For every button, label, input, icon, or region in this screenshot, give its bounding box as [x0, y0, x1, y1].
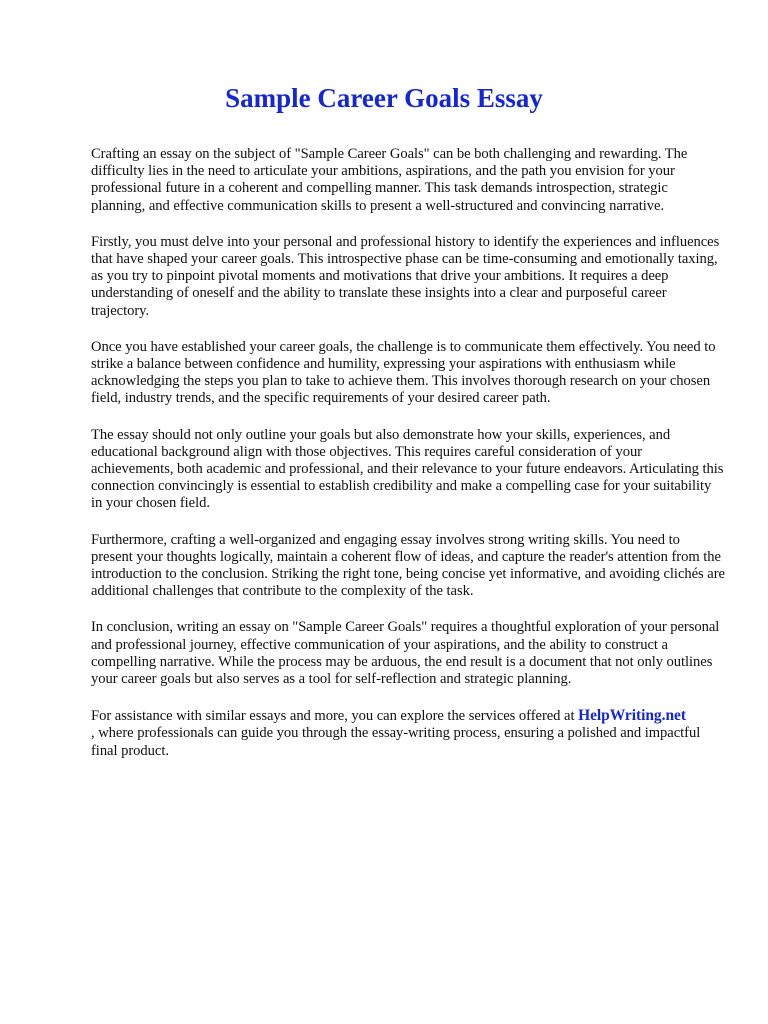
closing-paragraph [91, 707, 725, 760]
page-title: Sample Career Goals Essay [225, 83, 543, 113]
closing-text-before-link: For assistance with similar essays and more, you can explore the services offered at [91, 708, 579, 725]
helpwriting-link[interactable]: HelpWriting.net [578, 707, 686, 725]
paragraph-5: Furthermore, crafting a well-organized and engaging essay involves strong writing skills. You need to present your thoughts logically, maintain a coherent flow of ideas, and capture the reader's attention from the introduction to the conclusion. Striking the right tone, being concise yet informative, and avoiding clichés are additional challenges that contribute to the complexity of the task. [91, 531, 725, 600]
paragraph-4: The essay should not only outline your goals but also demonstrate how your skills, experiences, and educational background align with those objectives. This requires careful consideration of your achievements, both academic and professional, and their relevance to your future endeavors. Articulating this connection convincingly is essential to establish credibility and make a compelling case for your suitability in your chosen field. [91, 426, 724, 512]
paragraph-6: In conclusion, writing an essay on "Sample Career Goals" requires a thoughtful exploration of your personal and professional journey, effective communication of your aspirations, and the ability to construct a compelling narrative. While the process may be arduous, the end result is a document that not only outlines your career goals but also serves as a tool for self-reflection and strategic planning. [91, 619, 720, 688]
paragraph-1: Crafting an essay on the subject of "Sample Career Goals" can be both challenging and rewarding. The difficulty lies in the need to articulate your ambitions, aspirations, and the path you envision for your professional future in a coherent and compelling manner. This task demands introspection, strategic planning, and effective communication skills to present a well-structured and convincing narrative. [91, 146, 688, 214]
paragraph-2: Firstly, you must delve into your personal and professional history to identify the experiences and influences that have shaped your career goals. This introspective phase can be time-consuming and emotionally taxing, as you try to pinpoint pivotal moments and motivations that drive your ambitions. It requires a deep understanding of oneself and the ability to translate these insights into a clear and purposeful career trajectory. [91, 233, 720, 319]
essay-body [91, 146, 725, 779]
paragraph-3: Once you have established your career goals, the challenge is to communicate them effectively. You need to strike a balance between confidence and humility, expressing your aspirations with enthusiasm while acknowledging the steps you plan to take to achieve them. This involves thorough research on your chosen field, industry trends, and the specific requirements of your desired career path. [91, 338, 716, 407]
closing-text-after-link: , where professionals can guide you through the essay-writing process, ensuring a polished and impactful final product. [91, 725, 701, 759]
